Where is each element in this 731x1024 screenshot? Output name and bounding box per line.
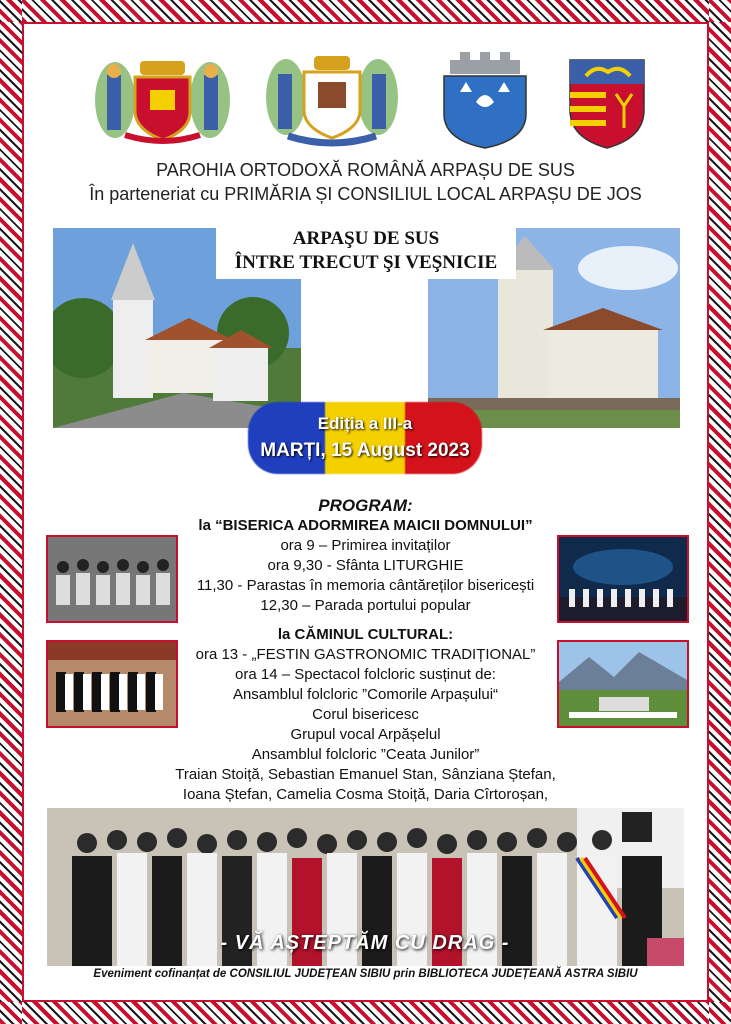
cultural-item: ora 13 - „FESTIN GASTRONOMIC TRADIȚIONAL” [195,646,536,663]
stage-photo [557,535,689,623]
flag-red [405,402,482,474]
cultural-item: Corul bisericesc [312,706,419,723]
church-item: 12,30 – Parada portului popular [260,597,471,614]
cultural-item: Ansamblul folcloric ”Comorile Arpașului“ [232,686,499,703]
dancers-photo [46,640,178,728]
event-title [216,225,516,279]
choir-photo [46,535,178,623]
cultural-item: Grupul vocal Arpășelul [290,726,441,743]
church-item: ora 9 – Primirea invitaților [280,537,451,554]
event-date: MARȚI, 15 August 2023 [260,440,470,461]
church-heading: la “BISERICA ADORMIREA MAICII DOMNULUI” [198,517,533,534]
cultural-item: Ioana Ștefan, Camelia Cosma Stoiță, Daria Cîrtoroșan, [182,786,549,803]
cultural-item: Traian Stoiță, Sebastian Emanuel Stan, Sânziana Ștefan, [175,766,556,783]
program-heading: PROGRAM: [318,496,413,515]
welcome-message: - VĂ AȘTEPTĂM CU DRAG - [220,932,510,954]
parish-name: PAROHIA ORTODOXĂ ROMÂNĂ ARPAȘU DE SUS [156,160,575,180]
flag-yellow [325,402,407,474]
title-line-2: ÎNTRE TRECUT ŞI VEŞNICIE [234,252,498,273]
diocese-crest-icon [258,52,406,150]
church-item: 11,30 - Parastas în memoria cântăreților bisericești [196,577,535,594]
church-item: ora 9,30 - Sfânta LITURGHIE [267,557,464,574]
mountain-village-photo [557,640,689,728]
funding-note: Eveniment cofinanțat de CONSILIUL JUDEȚEAN SIBIU prin BIBLIOTECA JUDEȚEANĂ ASTRA SIBIU [93,968,638,980]
patriarchate-crest-icon [85,55,240,145]
flag-blue [248,402,328,474]
romanian-flag-background [248,402,482,474]
edition-number: Ediția a III-a [317,414,413,433]
edition-banner [248,402,482,474]
title-line-1: ARPAŞU DE SUS [292,228,440,249]
cultural-heading: la CĂMINUL CULTURAL: [277,626,454,643]
sibiu-county-crest-icon [568,58,646,150]
partnership-line: În parteneriat cu PRIMĂRIA ȘI CONSILIUL LOCAL ARPAȘU DE JOS [89,184,642,204]
cultural-item: Ansamblul folcloric ”Ceata Junilor” [251,746,480,763]
arpasu-de-jos-crest-icon [440,52,530,150]
cultural-item: ora 14 – Spectacol folcloric susținut de: [235,666,496,683]
